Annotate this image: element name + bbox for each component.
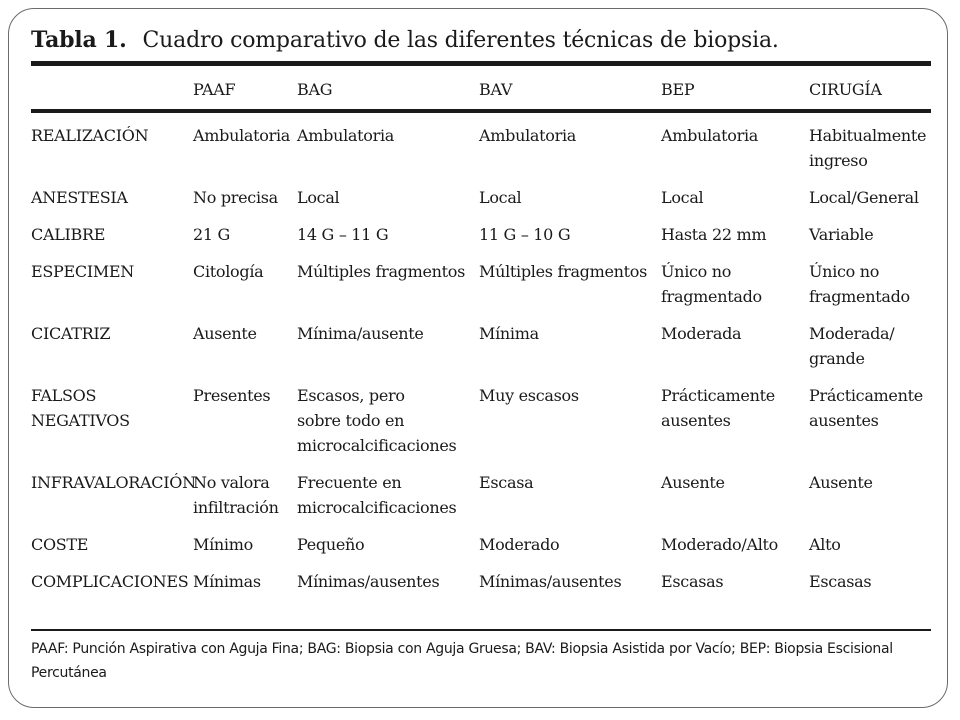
table-cell: Escasa <box>479 473 534 492</box>
table-row <box>31 253 931 315</box>
table-cell: Variable <box>809 225 874 244</box>
table-cell: Mínima <box>479 324 539 343</box>
table-caption <box>31 23 937 59</box>
table-cell: Ambulatoria <box>193 126 290 145</box>
row-label: COSTE <box>31 535 89 554</box>
table-cell: Ausente <box>809 473 873 492</box>
caption-text: Cuadro comparativo de las diferentes técnicas de biopsia. <box>142 28 779 53</box>
table-figure <box>31 23 937 681</box>
table-cell: Local/General <box>809 188 919 207</box>
bottom-rule <box>31 629 931 631</box>
header-cell: BEP <box>661 80 695 99</box>
header-cell: CIRUGÍA <box>809 80 882 99</box>
table-cell: No precisa <box>193 188 278 207</box>
header-cell: BAV <box>479 80 513 99</box>
table-row <box>31 179 931 216</box>
table-cell: Presentes <box>193 386 271 405</box>
row-label: FALSOS NEGATIVOS <box>31 386 130 430</box>
table-row <box>31 117 931 179</box>
table-cell: Pequeño <box>297 535 365 554</box>
table-cell: Mínima/ausente <box>297 324 424 343</box>
table-cell: Mínimas <box>193 572 261 591</box>
table-cell: Local <box>297 188 340 207</box>
table-cell: Único no fragmentado <box>661 262 762 306</box>
table-cell: Local <box>661 188 704 207</box>
table-row <box>31 216 931 253</box>
table-cell: Moderado/Alto <box>661 535 779 554</box>
row-label: CALIBRE <box>31 225 106 244</box>
comparison-table <box>31 73 931 600</box>
table-cell: Prácticamente ausentes <box>809 386 923 430</box>
table-cell: Ambulatoria <box>661 126 758 145</box>
table-cell: Escasos, pero sobre todo en microcalcificaciones <box>297 386 457 455</box>
row-label: INFRAVALORACIÓN <box>31 473 196 492</box>
header-cell <box>31 73 193 117</box>
table-row <box>31 563 931 600</box>
table-cell: Frecuente en microcalcificaciones <box>297 473 457 517</box>
table-cell: Múltiples fragmentos <box>297 262 466 281</box>
table-cell: Mínimo <box>193 535 253 554</box>
table-cell: Citología <box>193 262 264 281</box>
table-cell: Mínimas/ausentes <box>479 572 622 591</box>
row-label: CICATRIZ <box>31 324 111 343</box>
table-cell: Escasas <box>661 572 724 591</box>
top-rule <box>31 61 931 66</box>
table-cell: Único no fragmentado <box>809 262 910 306</box>
table-cell: Hasta 22 mm <box>661 225 767 244</box>
table-cell: Ausente <box>661 473 725 492</box>
row-label: REALIZACIÓN <box>31 126 149 145</box>
table-cell: Muy escasos <box>479 386 579 405</box>
table-cell: Prácticamente ausentes <box>661 386 775 430</box>
table-cell: Moderado <box>479 535 560 554</box>
caption-label: Tabla 1. <box>31 27 127 53</box>
table-cell: Mínimas/ausentes <box>297 572 440 591</box>
table-row <box>31 315 931 377</box>
table-cell: Escasas <box>809 572 872 591</box>
table-cell: Moderada/ grande <box>809 324 895 368</box>
table-cell: Ambulatoria <box>479 126 576 145</box>
table-cell: Habitualmente ingreso <box>809 126 927 170</box>
table-cell: Moderada <box>661 324 742 343</box>
table-cell: 21 G <box>193 225 231 244</box>
table-row <box>31 526 931 563</box>
table-row <box>31 464 931 526</box>
slide-frame <box>8 8 948 708</box>
table-cell: Local <box>479 188 522 207</box>
table-cell: 11 G – 10 G <box>479 225 571 244</box>
table-cell: Alto <box>809 535 841 554</box>
row-label: ANESTESIA <box>31 188 128 207</box>
row-label: ESPECIMEN <box>31 262 135 281</box>
table-footnote: PAAF: Punción Aspirativa con Aguja Fina; BAG: Biopsia con Aguja Gruesa; BAV: Biopsia Asistida por Vacío; BEP: Biopsia Escisional Percutánea <box>31 641 893 681</box>
table-row <box>31 377 931 464</box>
header-cell: BAG <box>297 80 333 99</box>
table-cell: Múltiples fragmentos <box>479 262 648 281</box>
header-cell: PAAF <box>193 80 236 99</box>
table-cell: 14 G – 11 G <box>297 225 389 244</box>
table-cell: Ausente <box>193 324 257 343</box>
table-cell: Ambulatoria <box>297 126 394 145</box>
table-cell: No valora infiltración <box>193 473 279 517</box>
header-row <box>31 73 931 117</box>
row-label: COMPLICACIONES <box>31 572 189 591</box>
